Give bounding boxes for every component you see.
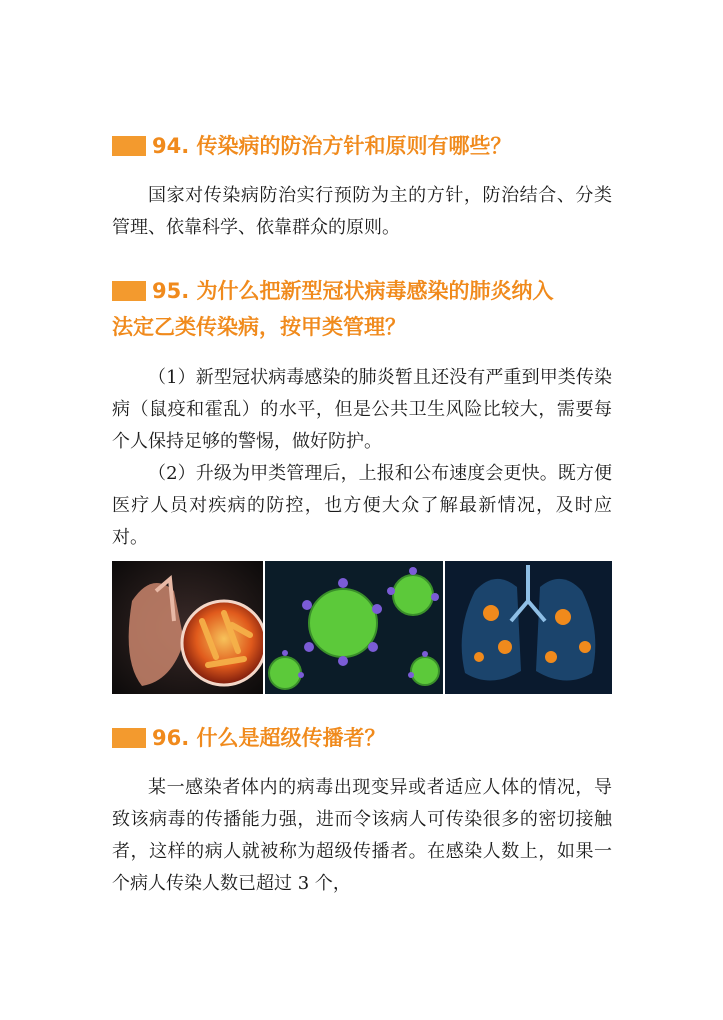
lungs-virus-illustration bbox=[445, 561, 612, 694]
section-95-heading-line2 bbox=[112, 309, 612, 345]
illustration-strip bbox=[112, 561, 612, 694]
lung-bacteria-illustration bbox=[112, 561, 263, 694]
section-95-heading bbox=[112, 273, 612, 309]
heading-marker bbox=[112, 136, 146, 156]
section-95-paragraph-2: （2）升级为甲类管理后，上报和公布速度会更快。既方便医疗人员对疾病的防控，也方便大众了解最新情况，及时应对。 bbox=[112, 463, 612, 548]
section-96-title: 96. 什么是超级传播者？ bbox=[152, 726, 386, 750]
section-95-title-line1: 95. 为什么把新型冠状病毒感染的肺炎纳入 bbox=[152, 279, 554, 303]
section-96-paragraph: 某一感染者体内的病毒出现变异或者适应人体的情况，导致该病毒的传播能力强，进而令该病人可传染很多的密切接触者，这样的病人就被称为超级传播者。在感染人数上，如果一个病人传染人数已超过 3 个， bbox=[112, 777, 612, 894]
heading-marker bbox=[112, 728, 146, 748]
section-94-heading bbox=[112, 128, 612, 164]
virus-particles-illustration bbox=[265, 561, 443, 694]
section-96-heading bbox=[112, 720, 612, 756]
section-94-title: 94. 传染病的防治方针和原则有哪些？ bbox=[152, 134, 512, 158]
heading-marker bbox=[112, 281, 146, 301]
section-95-paragraph-1: （1）新型冠状病毒感染的肺炎暂且还没有严重到甲类传染病（鼠疫和霍乱）的水平，但是公共卫生风险比较大，需要每个人保持足够的警惕，做好防护。 bbox=[112, 367, 612, 452]
section-94-paragraph: 国家对传染病防治实行预防为主的方针，防治结合、分类管理、依靠科学、依靠群众的原则。 bbox=[112, 185, 612, 238]
section-95-title-line2: 法定乙类传染病，按甲类管理？ bbox=[112, 315, 406, 339]
